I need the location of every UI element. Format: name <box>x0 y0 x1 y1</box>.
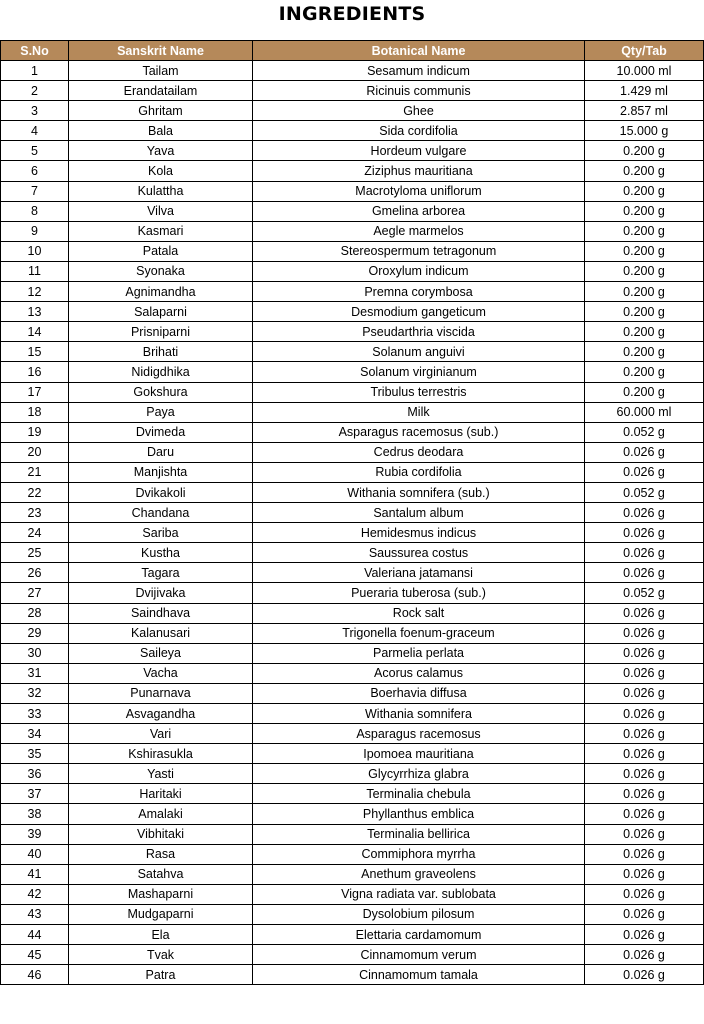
cell-botanical-name: Trigonella foenum-graceum <box>253 623 585 643</box>
cell-qty: 2.857 ml <box>585 101 704 121</box>
cell-qty: 0.026 g <box>585 904 704 924</box>
cell-botanical-name: Terminalia chebula <box>253 784 585 804</box>
cell-sanskrit-name: Yava <box>69 141 253 161</box>
table-row <box>1 844 704 864</box>
table-row <box>1 824 704 844</box>
table-row <box>1 925 704 945</box>
cell-sno: 23 <box>1 503 69 523</box>
cell-sanskrit-name: Tailam <box>69 61 253 81</box>
cell-sanskrit-name: Chandana <box>69 503 253 523</box>
cell-botanical-name: Premna corymbosa <box>253 282 585 302</box>
cell-botanical-name: Santalum album <box>253 503 585 523</box>
cell-sanskrit-name: Nidigdhika <box>69 362 253 382</box>
cell-sno: 28 <box>1 603 69 623</box>
table-row <box>1 563 704 583</box>
cell-botanical-name: Hordeum vulgare <box>253 141 585 161</box>
cell-botanical-name: Asparagus racemosus (sub.) <box>253 422 585 442</box>
cell-sanskrit-name: Kola <box>69 161 253 181</box>
cell-sanskrit-name: Dvikakoli <box>69 482 253 502</box>
cell-qty: 0.026 g <box>585 442 704 462</box>
cell-sno: 8 <box>1 201 69 221</box>
table-row <box>1 764 704 784</box>
cell-qty: 0.026 g <box>585 663 704 683</box>
table-row <box>1 261 704 281</box>
cell-sno: 36 <box>1 764 69 784</box>
cell-sno: 17 <box>1 382 69 402</box>
cell-sno: 24 <box>1 523 69 543</box>
cell-qty: 15.000 g <box>585 121 704 141</box>
cell-qty: 60.000 ml <box>585 402 704 422</box>
table-row <box>1 282 704 302</box>
cell-qty: 0.026 g <box>585 844 704 864</box>
cell-qty: 0.200 g <box>585 181 704 201</box>
cell-sno: 32 <box>1 683 69 703</box>
cell-qty: 0.026 g <box>585 623 704 643</box>
table-row <box>1 221 704 241</box>
table-row <box>1 724 704 744</box>
cell-sno: 10 <box>1 241 69 261</box>
cell-sanskrit-name: Ela <box>69 925 253 945</box>
cell-qty: 0.200 g <box>585 362 704 382</box>
cell-qty: 0.026 g <box>585 925 704 945</box>
cell-sno: 11 <box>1 261 69 281</box>
cell-botanical-name: Macrotyloma uniflorum <box>253 181 585 201</box>
cell-qty: 0.026 g <box>585 864 704 884</box>
cell-botanical-name: Ricinuis communis <box>253 81 585 101</box>
cell-sanskrit-name: Erandatailam <box>69 81 253 101</box>
cell-sanskrit-name: Patra <box>69 965 253 985</box>
table-row <box>1 583 704 603</box>
cell-sanskrit-name: Kulattha <box>69 181 253 201</box>
cell-qty: 0.200 g <box>585 282 704 302</box>
table-row <box>1 503 704 523</box>
cell-qty: 0.200 g <box>585 382 704 402</box>
table-row <box>1 543 704 563</box>
cell-qty: 0.026 g <box>585 543 704 563</box>
cell-sno: 9 <box>1 221 69 241</box>
header-botanical-name: Botanical Name <box>253 41 585 61</box>
cell-sanskrit-name: Manjishta <box>69 462 253 482</box>
cell-sno: 41 <box>1 864 69 884</box>
cell-botanical-name: Withania somnifera (sub.) <box>253 482 585 502</box>
cell-sno: 15 <box>1 342 69 362</box>
table-row <box>1 362 704 382</box>
cell-sno: 46 <box>1 965 69 985</box>
cell-sno: 22 <box>1 482 69 502</box>
cell-botanical-name: Milk <box>253 402 585 422</box>
cell-sanskrit-name: Punarnava <box>69 683 253 703</box>
cell-sanskrit-name: Dvijivaka <box>69 583 253 603</box>
cell-botanical-name: Cinnamomum verum <box>253 945 585 965</box>
cell-qty: 0.200 g <box>585 241 704 261</box>
header-sanskrit-name: Sanskrit Name <box>69 41 253 61</box>
cell-botanical-name: Commiphora myrrha <box>253 844 585 864</box>
cell-sno: 3 <box>1 101 69 121</box>
cell-sanskrit-name: Gokshura <box>69 382 253 402</box>
cell-sno: 1 <box>1 61 69 81</box>
cell-sno: 26 <box>1 563 69 583</box>
cell-qty: 0.200 g <box>585 221 704 241</box>
cell-botanical-name: Solanum virginianum <box>253 362 585 382</box>
table-row <box>1 784 704 804</box>
cell-botanical-name: Ipomoea mauritiana <box>253 744 585 764</box>
cell-sanskrit-name: Salaparni <box>69 302 253 322</box>
cell-sno: 4 <box>1 121 69 141</box>
cell-botanical-name: Solanum anguivi <box>253 342 585 362</box>
cell-botanical-name: Terminalia bellirica <box>253 824 585 844</box>
header-qty-tab: Qty/Tab <box>585 41 704 61</box>
cell-qty: 0.026 g <box>585 462 704 482</box>
cell-sno: 40 <box>1 844 69 864</box>
cell-sanskrit-name: Brihati <box>69 342 253 362</box>
cell-botanical-name: Hemidesmus indicus <box>253 523 585 543</box>
cell-sno: 38 <box>1 804 69 824</box>
cell-qty: 0.026 g <box>585 503 704 523</box>
table-row <box>1 744 704 764</box>
cell-sno: 42 <box>1 884 69 904</box>
cell-sanskrit-name: Vibhitaki <box>69 824 253 844</box>
cell-sno: 14 <box>1 322 69 342</box>
table-row <box>1 904 704 924</box>
table-header-row <box>1 41 704 61</box>
cell-botanical-name: Sesamum indicum <box>253 61 585 81</box>
cell-qty: 0.200 g <box>585 161 704 181</box>
cell-sanskrit-name: Prisniparni <box>69 322 253 342</box>
table-row <box>1 523 704 543</box>
cell-qty: 0.026 g <box>585 704 704 724</box>
table-row <box>1 603 704 623</box>
cell-sno: 45 <box>1 945 69 965</box>
cell-qty: 0.200 g <box>585 322 704 342</box>
cell-qty: 0.026 g <box>585 523 704 543</box>
cell-sno: 34 <box>1 724 69 744</box>
table-row <box>1 683 704 703</box>
table-row <box>1 945 704 965</box>
table-row <box>1 342 704 362</box>
cell-qty: 0.200 g <box>585 342 704 362</box>
cell-sanskrit-name: Patala <box>69 241 253 261</box>
cell-qty: 0.026 g <box>585 784 704 804</box>
cell-botanical-name: Asparagus racemosus <box>253 724 585 744</box>
cell-sanskrit-name: Rasa <box>69 844 253 864</box>
cell-botanical-name: Vigna radiata var. sublobata <box>253 884 585 904</box>
cell-sno: 6 <box>1 161 69 181</box>
table-row <box>1 161 704 181</box>
cell-sanskrit-name: Asvagandha <box>69 704 253 724</box>
cell-sanskrit-name: Mashaparni <box>69 884 253 904</box>
table-row <box>1 965 704 985</box>
cell-sno: 21 <box>1 462 69 482</box>
cell-botanical-name: Rubia cordifolia <box>253 462 585 482</box>
cell-sno: 35 <box>1 744 69 764</box>
cell-sno: 20 <box>1 442 69 462</box>
cell-botanical-name: Pueraria tuberosa (sub.) <box>253 583 585 603</box>
cell-qty: 0.026 g <box>585 563 704 583</box>
cell-sanskrit-name: Mudgaparni <box>69 904 253 924</box>
cell-qty: 0.026 g <box>585 965 704 985</box>
cell-sno: 18 <box>1 402 69 422</box>
table-row <box>1 402 704 422</box>
cell-sanskrit-name: Amalaki <box>69 804 253 824</box>
table-body <box>1 61 704 985</box>
cell-sanskrit-name: Syonaka <box>69 261 253 281</box>
cell-sanskrit-name: Haritaki <box>69 784 253 804</box>
cell-sanskrit-name: Tagara <box>69 563 253 583</box>
cell-botanical-name: Rock salt <box>253 603 585 623</box>
cell-sanskrit-name: Kustha <box>69 543 253 563</box>
table-row <box>1 241 704 261</box>
cell-qty: 0.026 g <box>585 945 704 965</box>
cell-botanical-name: Glycyrrhiza glabra <box>253 764 585 784</box>
cell-botanical-name: Elettaria cardamomum <box>253 925 585 945</box>
cell-qty: 0.052 g <box>585 482 704 502</box>
cell-sanskrit-name: Daru <box>69 442 253 462</box>
cell-botanical-name: Acorus calamus <box>253 663 585 683</box>
table-row <box>1 623 704 643</box>
cell-sno: 44 <box>1 925 69 945</box>
cell-sanskrit-name: Dvimeda <box>69 422 253 442</box>
cell-qty: 0.026 g <box>585 824 704 844</box>
table-row <box>1 643 704 663</box>
table-row <box>1 322 704 342</box>
cell-botanical-name: Ziziphus mauritiana <box>253 161 585 181</box>
cell-qty: 0.200 g <box>585 141 704 161</box>
cell-sno: 5 <box>1 141 69 161</box>
cell-botanical-name: Pseudarthria viscida <box>253 322 585 342</box>
table-row <box>1 804 704 824</box>
cell-qty: 0.026 g <box>585 683 704 703</box>
cell-sno: 12 <box>1 282 69 302</box>
cell-sno: 7 <box>1 181 69 201</box>
cell-sanskrit-name: Vari <box>69 724 253 744</box>
table-row <box>1 663 704 683</box>
table-row <box>1 482 704 502</box>
cell-botanical-name: Tribulus terrestris <box>253 382 585 402</box>
cell-qty: 0.052 g <box>585 422 704 442</box>
table-row <box>1 884 704 904</box>
cell-sno: 13 <box>1 302 69 322</box>
cell-sanskrit-name: Bala <box>69 121 253 141</box>
table-row <box>1 704 704 724</box>
table-row <box>1 141 704 161</box>
cell-qty: 0.200 g <box>585 201 704 221</box>
cell-sanskrit-name: Satahva <box>69 864 253 884</box>
cell-sno: 39 <box>1 824 69 844</box>
cell-botanical-name: Valeriana jatamansi <box>253 563 585 583</box>
cell-sanskrit-name: Sariba <box>69 523 253 543</box>
table-row <box>1 181 704 201</box>
cell-botanical-name: Anethum graveolens <box>253 864 585 884</box>
cell-sanskrit-name: Paya <box>69 402 253 422</box>
cell-sno: 37 <box>1 784 69 804</box>
cell-qty: 0.026 g <box>585 764 704 784</box>
cell-qty: 0.200 g <box>585 261 704 281</box>
table-row <box>1 101 704 121</box>
cell-sno: 25 <box>1 543 69 563</box>
table-row <box>1 61 704 81</box>
cell-sno: 43 <box>1 904 69 924</box>
cell-qty: 0.026 g <box>585 724 704 744</box>
cell-qty: 0.026 g <box>585 643 704 663</box>
cell-botanical-name: Oroxylum indicum <box>253 261 585 281</box>
cell-sanskrit-name: Kalanusari <box>69 623 253 643</box>
cell-sno: 27 <box>1 583 69 603</box>
cell-sno: 19 <box>1 422 69 442</box>
cell-sno: 16 <box>1 362 69 382</box>
cell-qty: 0.026 g <box>585 884 704 904</box>
cell-botanical-name: Ghee <box>253 101 585 121</box>
page-title: INGREDIENTS <box>278 3 426 25</box>
cell-sanskrit-name: Ghritam <box>69 101 253 121</box>
cell-botanical-name: Boerhavia diffusa <box>253 683 585 703</box>
table-row <box>1 121 704 141</box>
cell-qty: 0.052 g <box>585 583 704 603</box>
table-row <box>1 81 704 101</box>
cell-botanical-name: Cinnamomum tamala <box>253 965 585 985</box>
cell-sno: 31 <box>1 663 69 683</box>
cell-qty: 1.429 ml <box>585 81 704 101</box>
cell-botanical-name: Saussurea costus <box>253 543 585 563</box>
cell-botanical-name: Aegle marmelos <box>253 221 585 241</box>
cell-botanical-name: Desmodium gangeticum <box>253 302 585 322</box>
cell-sno: 30 <box>1 643 69 663</box>
cell-botanical-name: Phyllanthus emblica <box>253 804 585 824</box>
cell-qty: 0.026 g <box>585 744 704 764</box>
cell-qty: 0.026 g <box>585 804 704 824</box>
cell-sno: 29 <box>1 623 69 643</box>
cell-sanskrit-name: Vacha <box>69 663 253 683</box>
table-row <box>1 201 704 221</box>
cell-qty: 10.000 ml <box>585 61 704 81</box>
cell-qty: 0.200 g <box>585 302 704 322</box>
cell-sanskrit-name: Agnimandha <box>69 282 253 302</box>
table-row <box>1 422 704 442</box>
ingredients-table <box>0 40 704 985</box>
cell-sanskrit-name: Kasmari <box>69 221 253 241</box>
cell-botanical-name: Parmelia perlata <box>253 643 585 663</box>
cell-sanskrit-name: Saileya <box>69 643 253 663</box>
table-row <box>1 864 704 884</box>
cell-sanskrit-name: Tvak <box>69 945 253 965</box>
cell-sno: 33 <box>1 704 69 724</box>
cell-botanical-name: Sida cordifolia <box>253 121 585 141</box>
cell-sanskrit-name: Yasti <box>69 764 253 784</box>
table-row <box>1 302 704 322</box>
cell-qty: 0.026 g <box>585 603 704 623</box>
cell-sno: 2 <box>1 81 69 101</box>
cell-botanical-name: Gmelina arborea <box>253 201 585 221</box>
cell-sanskrit-name: Kshirasukla <box>69 744 253 764</box>
header-sno: S.No <box>1 41 69 61</box>
table-row <box>1 462 704 482</box>
cell-sanskrit-name: Vilva <box>69 201 253 221</box>
cell-botanical-name: Stereospermum tetragonum <box>253 241 585 261</box>
cell-botanical-name: Dysolobium pilosum <box>253 904 585 924</box>
cell-sanskrit-name: Saindhava <box>69 603 253 623</box>
cell-botanical-name: Cedrus deodara <box>253 442 585 462</box>
table-row <box>1 382 704 402</box>
cell-botanical-name: Withania somnifera <box>253 704 585 724</box>
table-row <box>1 442 704 462</box>
